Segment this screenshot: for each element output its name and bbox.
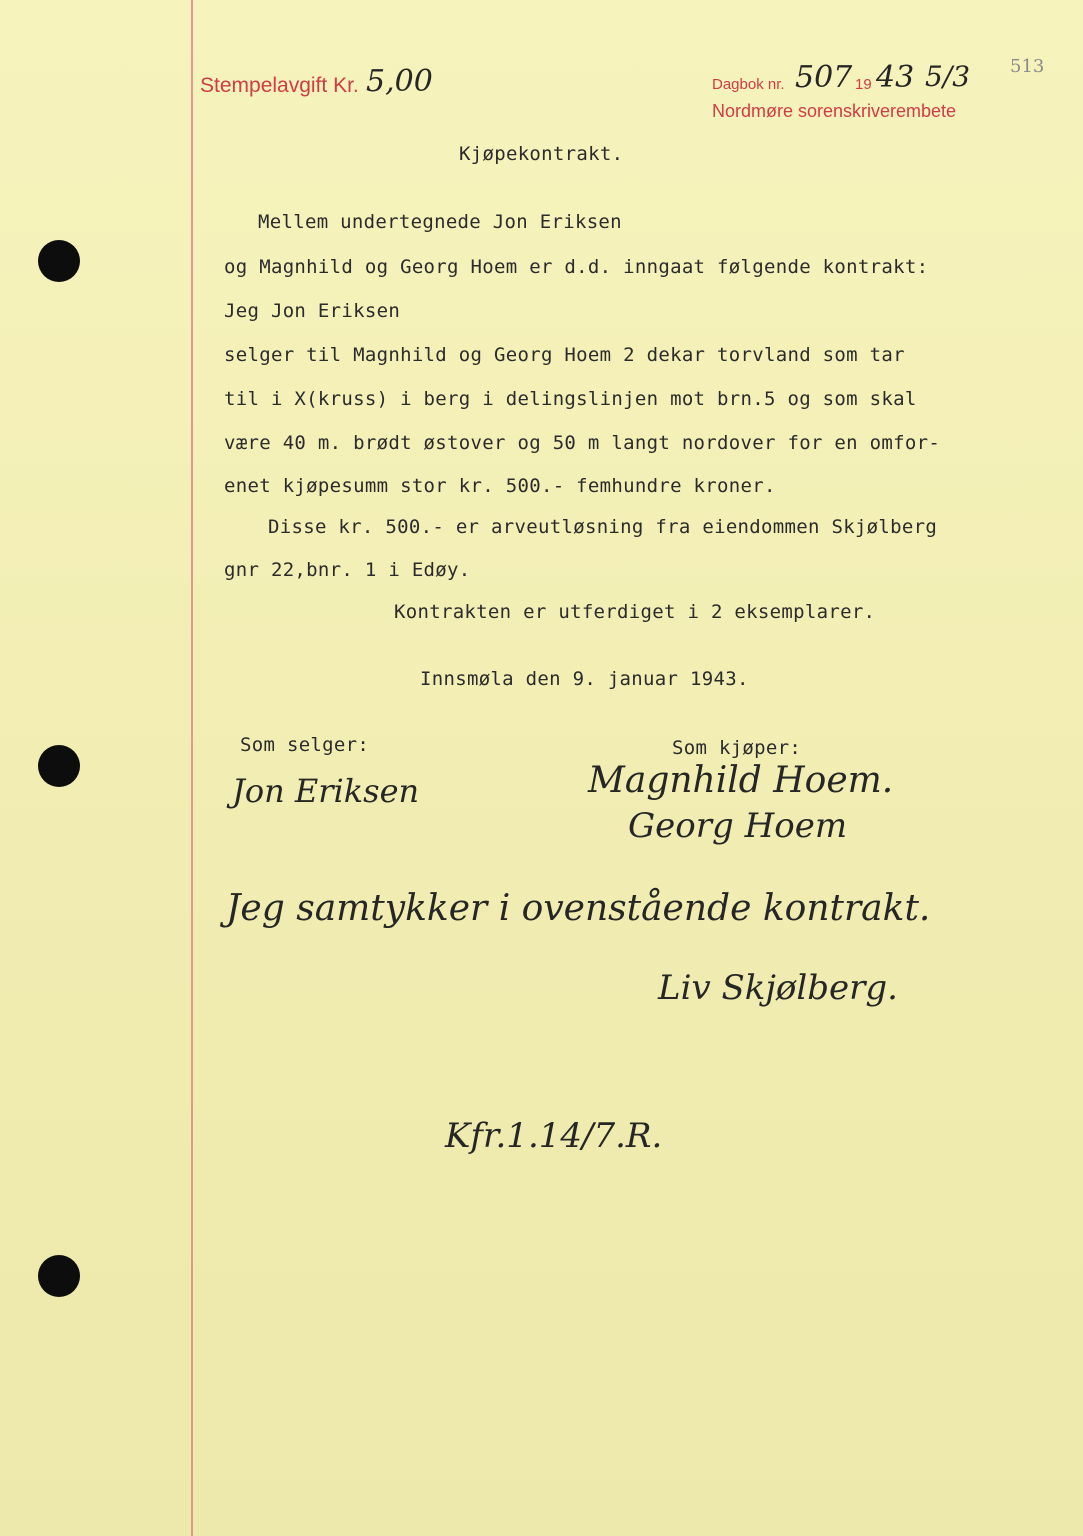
contract-title: Kjøpekontrakt. bbox=[459, 143, 624, 165]
contract-line: Jeg Jon Eriksen bbox=[224, 300, 401, 322]
stamp-fee-value: 5,00 bbox=[366, 64, 433, 99]
dagbok-date: 5/3 bbox=[925, 60, 971, 93]
contract-line: og Magnhild og Georg Hoem er d.d. inngaat følgende kontrakt: bbox=[224, 256, 929, 278]
contract-line: være 40 m. brødt østover og 50 m langt nordover for en omfor- bbox=[224, 432, 941, 454]
dagbok-label: Dagbok nr. bbox=[712, 76, 785, 93]
contract-line: Kontrakten er utferdiget i 2 eksemplarer. bbox=[394, 601, 876, 623]
contract-line: Mellem undertegnede Jon Eriksen bbox=[258, 211, 622, 233]
dagbok-number: 507 bbox=[795, 60, 853, 95]
contract-line: enet kjøpesumm stor kr. 500.- femhundre kroner. bbox=[224, 475, 776, 497]
punch-hole bbox=[38, 240, 80, 282]
buyer-signature: Magnhild Hoem. bbox=[588, 760, 894, 801]
seller-signature: Jon Eriksen bbox=[232, 772, 420, 810]
seller-label: Som selger: bbox=[240, 734, 370, 756]
registry-notation: Kfr.1.14/7.R. bbox=[445, 1116, 663, 1156]
contract-line: selger til Magnhild og Georg Hoem 2 dekar torvland som tar bbox=[224, 344, 905, 366]
contract-place-date: Innsmøla den 9. januar 1943. bbox=[420, 668, 749, 690]
stamp-fee-label: Stempelavgift Kr. bbox=[200, 74, 359, 97]
contract-line: gnr 22,bnr. 1 i Edøy. bbox=[224, 559, 471, 581]
buyer-signature: Georg Hoem bbox=[628, 806, 848, 846]
contract-line: Disse kr. 500.- er arveutløsning fra eiendommen Skjølberg bbox=[268, 516, 938, 538]
page-number: 513 bbox=[1010, 56, 1045, 77]
dagbok-year-prefix: 19 bbox=[855, 76, 872, 93]
dagbok-year: 43 bbox=[876, 60, 915, 95]
consent-text: Jeg samtykker i ovenstående kontrakt. bbox=[226, 888, 931, 929]
contract-line: til i X(kruss) i berg i delingslinjen mot brn.5 og som skal bbox=[224, 388, 917, 410]
margin-rule bbox=[191, 0, 193, 1536]
punch-hole bbox=[38, 1255, 80, 1297]
punch-hole bbox=[38, 745, 80, 787]
buyer-label: Som kjøper: bbox=[672, 737, 802, 759]
office-stamp: Nordmøre sorenskriverembete bbox=[712, 101, 957, 121]
consent-signature: Liv Skjølberg. bbox=[658, 968, 898, 1008]
